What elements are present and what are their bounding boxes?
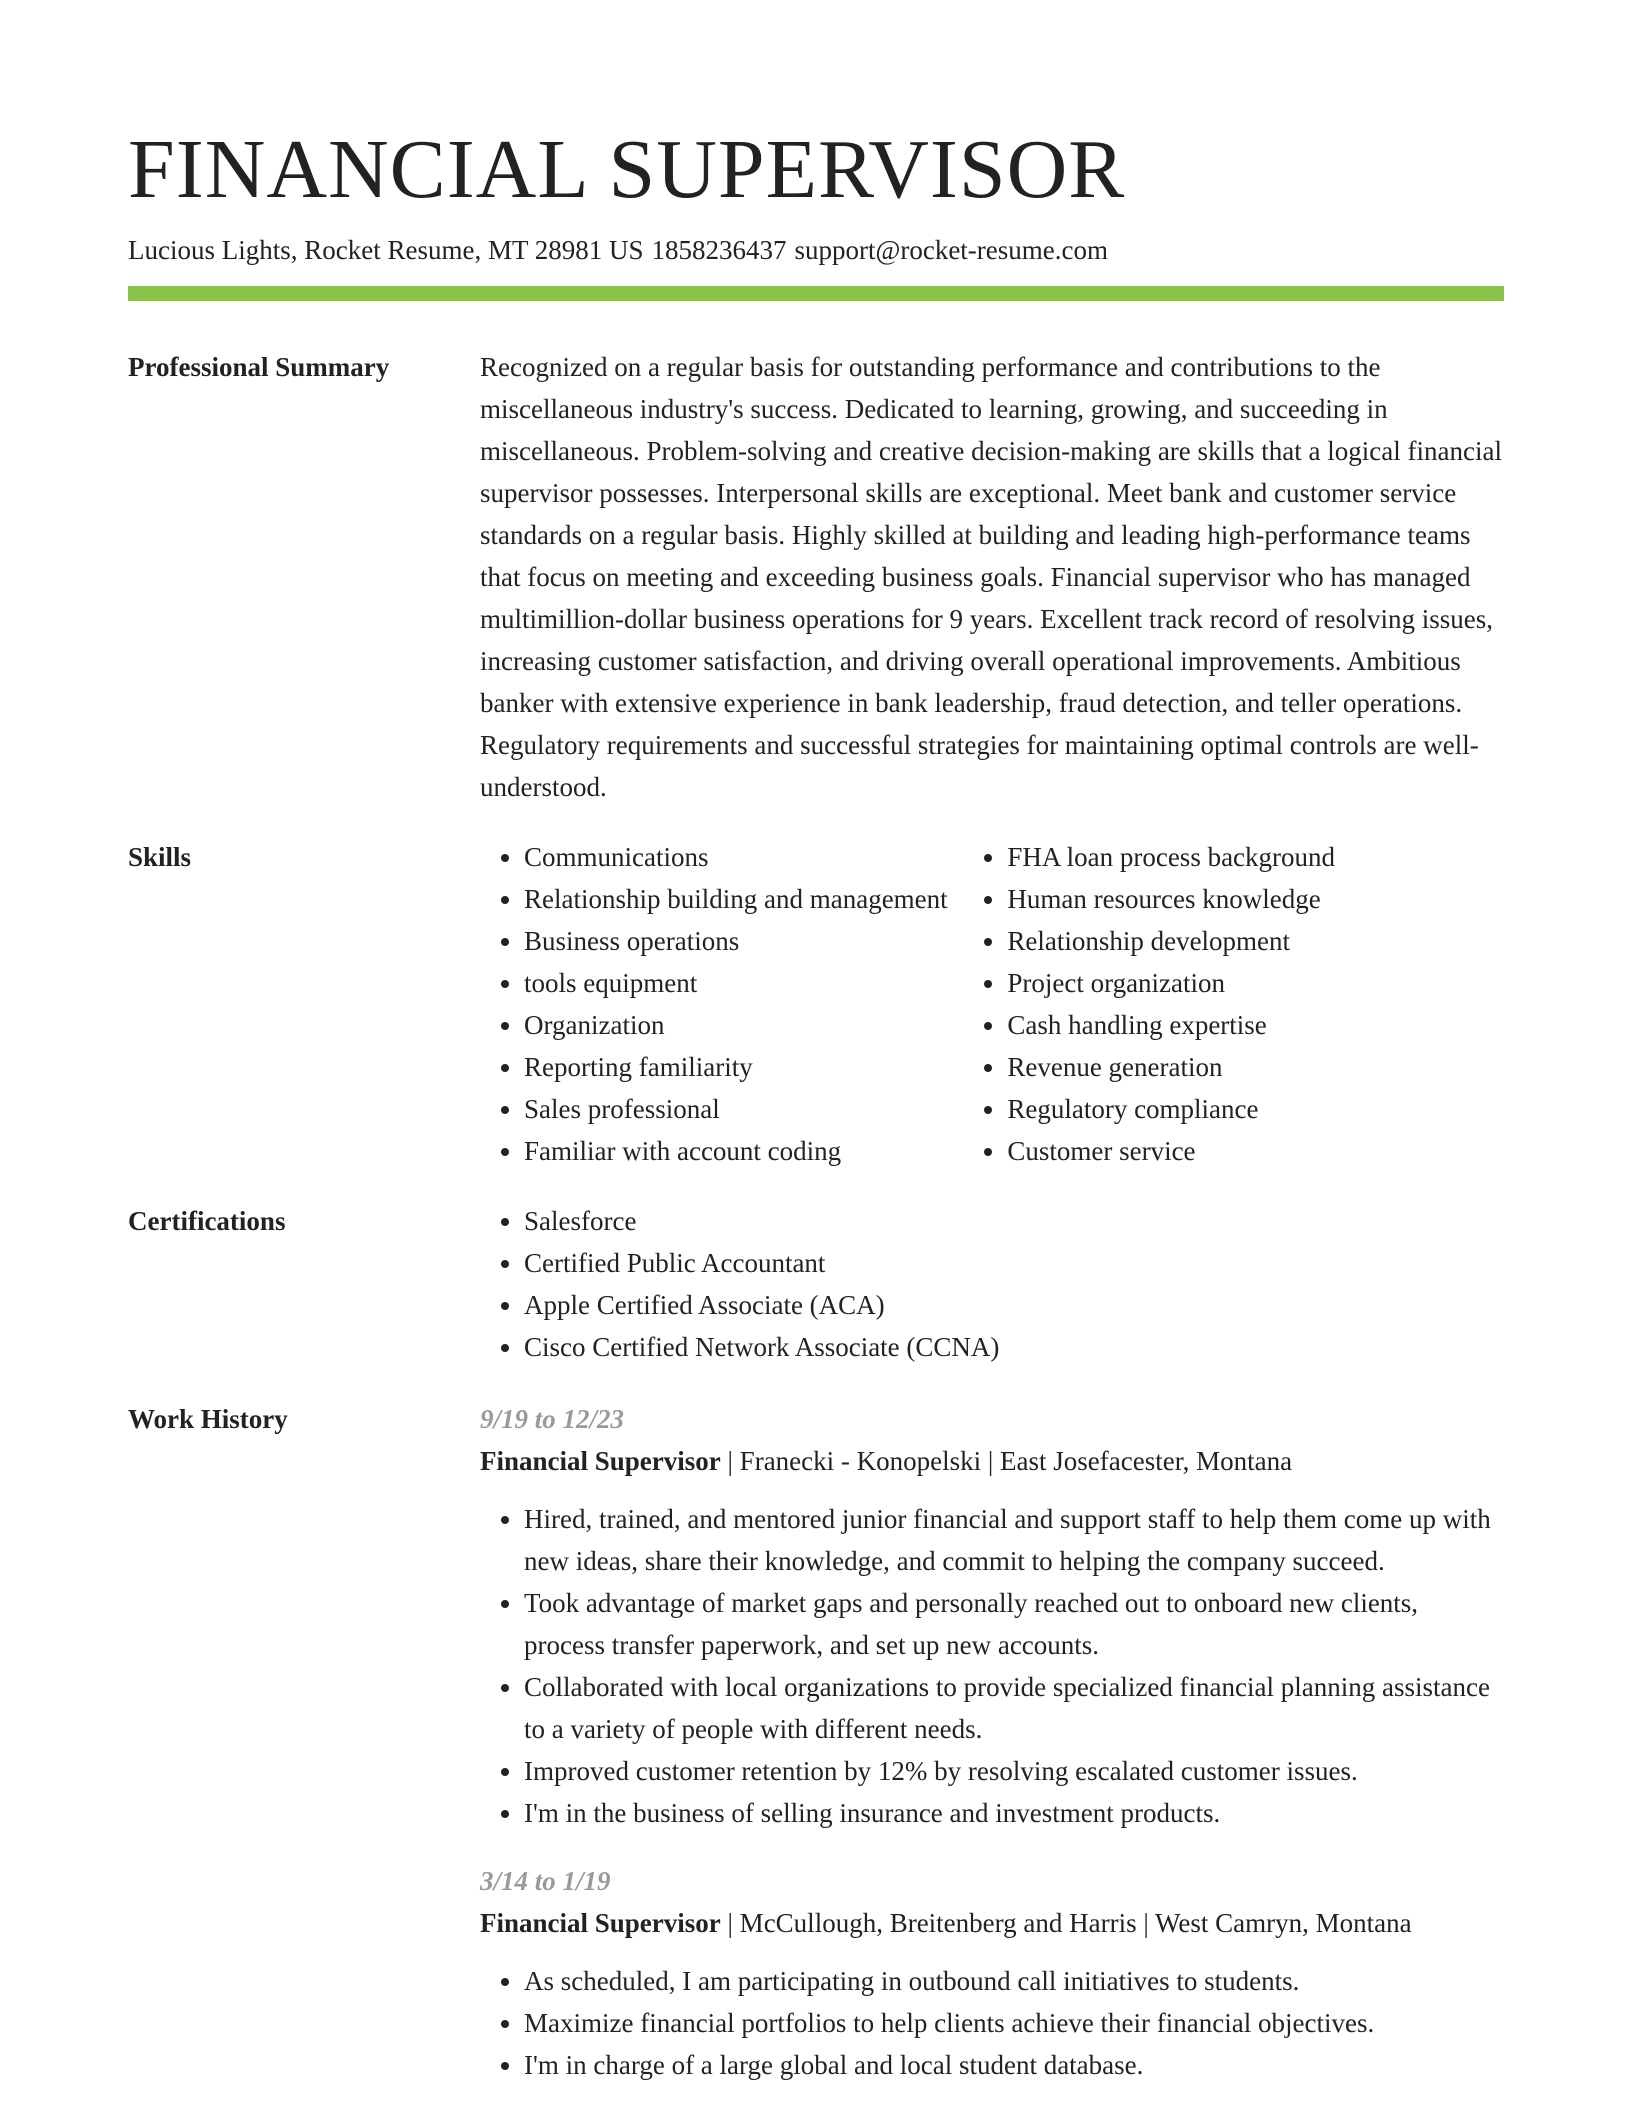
certification-item: • Certified Public Accountant: [524, 1242, 1504, 1284]
summary-body: [480, 346, 1504, 808]
certification-item: • Apple Certified Associate (ACA): [524, 1284, 1504, 1326]
contact-email: support@rocket-resume.com: [794, 235, 1109, 265]
skill-item: • Business operations: [524, 920, 963, 962]
certification-item: • Cisco Certified Network Associate (CCNA): [524, 1326, 1504, 1368]
job-bullets: [480, 1960, 1504, 2086]
contact-address: Lucious Lights, Rocket Resume, MT 28981 US: [128, 235, 644, 265]
skill-item: • Organization: [524, 1004, 963, 1046]
skill-item: • Revenue generation: [1007, 1046, 1504, 1088]
job-bullet: • I'm in charge of a large global and local student database.: [524, 2044, 1504, 2086]
skill-item: • Communications: [524, 836, 963, 878]
job-bullets: [480, 1498, 1504, 1834]
skill-item: • Cash handling expertise: [1007, 1004, 1504, 1046]
job-bullet: • Hired, trained, and mentored junior financial and support staff to help them come up with new ideas, share their knowledge, and commit to helping the company succeed.: [524, 1498, 1504, 1582]
certifications-body: [480, 1200, 1504, 1368]
work-history-body: [480, 1398, 1504, 2112]
summary-text: Recognized on a regular basis for outstanding performance and contributions to the miscellaneous industry's success. Dedicated to learning, growing, and succeeding in miscellaneous. Problem-solving and creative decision-making are skills that a logical financial supervisor possesses. Interpersonal skills are exceptional. Meet bank and customer service standards on a regular basis. Highly skilled at building and leading high-performance teams that focus on meeting and exceeding business goals. Financial supervisor who has managed multimillion-dollar business operations for 9 years. Excellent track record of resolving issues, increasing customer satisfaction, and driving overall operational improvements. Ambitious banker with extensive experience in bank leadership, fraud detection, and teller operations. Regulatory requirements and successful strategies for maintaining optimal controls are well-understood.: [480, 352, 1502, 802]
skill-item: • Project organization: [1007, 962, 1504, 1004]
skills-list-right: [963, 836, 1504, 1172]
skill-item: • Human resources knowledge: [1007, 878, 1504, 920]
job-company-location: | Franecki - Konopelski | East Josefacester, Montana: [720, 1446, 1293, 1476]
skill-item: • FHA loan process background: [1007, 836, 1504, 878]
skill-item: • Customer service: [1007, 1130, 1504, 1172]
job-dates: 3/14 to 1/19: [480, 1866, 611, 1896]
job-role: Financial Supervisor: [480, 1446, 721, 1476]
job-heading: [480, 1902, 1504, 1944]
candidate-name: FINANCIAL SUPERVISOR: [128, 123, 1126, 216]
header-divider: [128, 286, 1504, 301]
section-title-skills: Skills: [128, 842, 192, 872]
job-heading: [480, 1440, 1504, 1482]
skill-item: • Relationship building and management: [524, 878, 963, 920]
job-bullet: • I'm in the business of selling insurance and investment products.: [524, 1792, 1504, 1834]
skill-item: • Familiar with account coding: [524, 1130, 963, 1172]
skill-item: • Relationship development: [1007, 920, 1504, 962]
job-bullet: • Collaborated with local organizations to provide specialized financial planning assistance to a variety of people with different needs.: [524, 1666, 1504, 1750]
job-bullet: • As scheduled, I am participating in outbound call initiatives to students.: [524, 1960, 1504, 2002]
contact-phone: 1858236437: [651, 235, 787, 265]
skill-item: • Regulatory compliance: [1007, 1088, 1504, 1130]
contact-line: [128, 232, 1504, 268]
job-bullet: • Maximize financial portfolios to help clients achieve their financial objectives.: [524, 2002, 1504, 2044]
certification-item: • Salesforce: [524, 1200, 1504, 1242]
skill-item: • tools equipment: [524, 962, 963, 1004]
skills-body: [480, 836, 1504, 1172]
job-bullet: • Improved customer retention by 12% by resolving escalated customer issues.: [524, 1750, 1504, 1792]
job-entry: [480, 1860, 1504, 2086]
job-role: Financial Supervisor: [480, 1908, 721, 1938]
job-entry: [480, 1398, 1504, 1834]
skill-item: • Reporting familiarity: [524, 1046, 963, 1088]
section-title-summary: Professional Summary: [128, 352, 390, 382]
job-bullet: • Took advantage of market gaps and personally reached out to onboard new clients, process transfer paperwork, and set up new accounts.: [524, 1582, 1504, 1666]
section-title-certifications: Certifications: [128, 1206, 286, 1236]
job-dates: 9/19 to 12/23: [480, 1404, 625, 1434]
certifications-list: [480, 1200, 1504, 1368]
resume-header: [128, 120, 1504, 268]
skill-item: • Sales professional: [524, 1088, 963, 1130]
section-title-work-history: Work History: [128, 1404, 288, 1434]
skills-list-left: [480, 836, 963, 1172]
job-company-location: | McCullough, Breitenberg and Harris | West Camryn, Montana: [720, 1908, 1412, 1938]
